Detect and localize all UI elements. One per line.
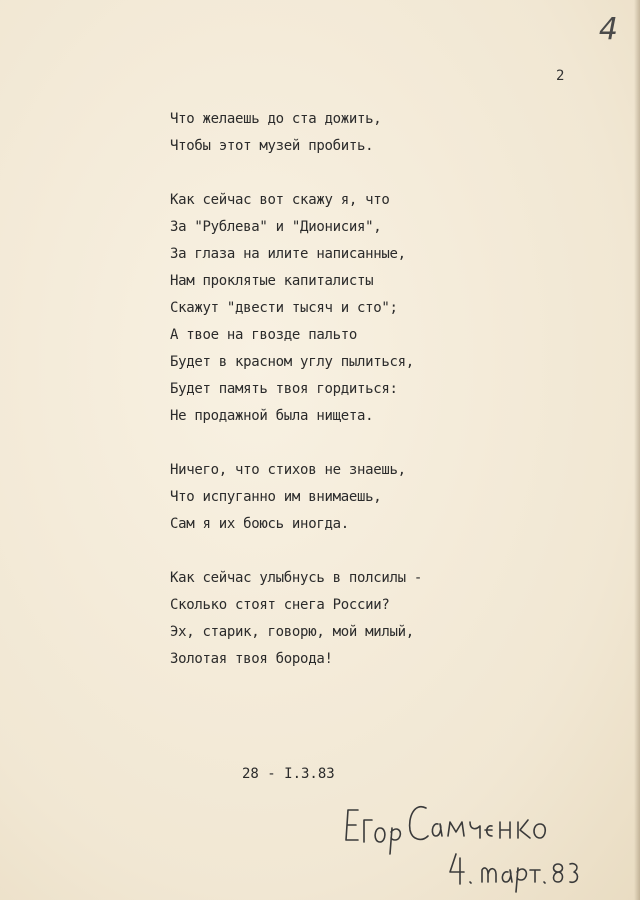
typed-page-number: 2: [556, 68, 565, 84]
page-edge-shadow: [634, 0, 640, 900]
poem-line: Ничего, что стихов не знаешь,: [170, 462, 406, 478]
handwritten-page-number: 4: [598, 12, 618, 47]
stanza-4: [170, 565, 590, 673]
stanza-1: [170, 106, 590, 160]
poem-line: Не продажной была нищета.: [170, 408, 374, 424]
stanza-3: [170, 457, 590, 538]
handwritten-signature: [330, 788, 590, 898]
poem-line: Что испуганно им внимаешь,: [170, 489, 382, 505]
poem-line: Будет в красном углу пылиться,: [170, 354, 414, 370]
poem-line: За "Рублева" и "Дионисия",: [170, 219, 382, 235]
stanza-2: [170, 187, 590, 430]
poem-line: А твое на гвозде пальто: [170, 327, 357, 343]
poem-line: Эх, старик, говорю, мой милый,: [170, 624, 414, 640]
poem-line: Как сейчас вот скажу я, что: [170, 192, 390, 208]
poem-line: Что желаешь до ста дожить,: [170, 111, 382, 127]
poem-text: [170, 106, 590, 700]
poem-line: Сам я их боюсь иногда.: [170, 516, 349, 532]
poem-line: За глаза на илите написанные,: [170, 246, 406, 262]
poem-line: Чтобы этот музей пробить.: [170, 138, 374, 154]
poem-line: Нам проклятые капиталисты: [170, 273, 374, 289]
poem-line: Будет память твоя гордиться:: [170, 381, 398, 397]
poem-line: Сколько стоят снега России?: [170, 597, 390, 613]
poem-line: Как сейчас улыбнусь в полсилы -: [170, 570, 422, 586]
typed-date: 28 - I.3.83: [242, 766, 335, 782]
poem-line: Скажут "двести тысяч и сто";: [170, 300, 398, 316]
poem-line: Золотая твоя борода!: [170, 651, 333, 667]
